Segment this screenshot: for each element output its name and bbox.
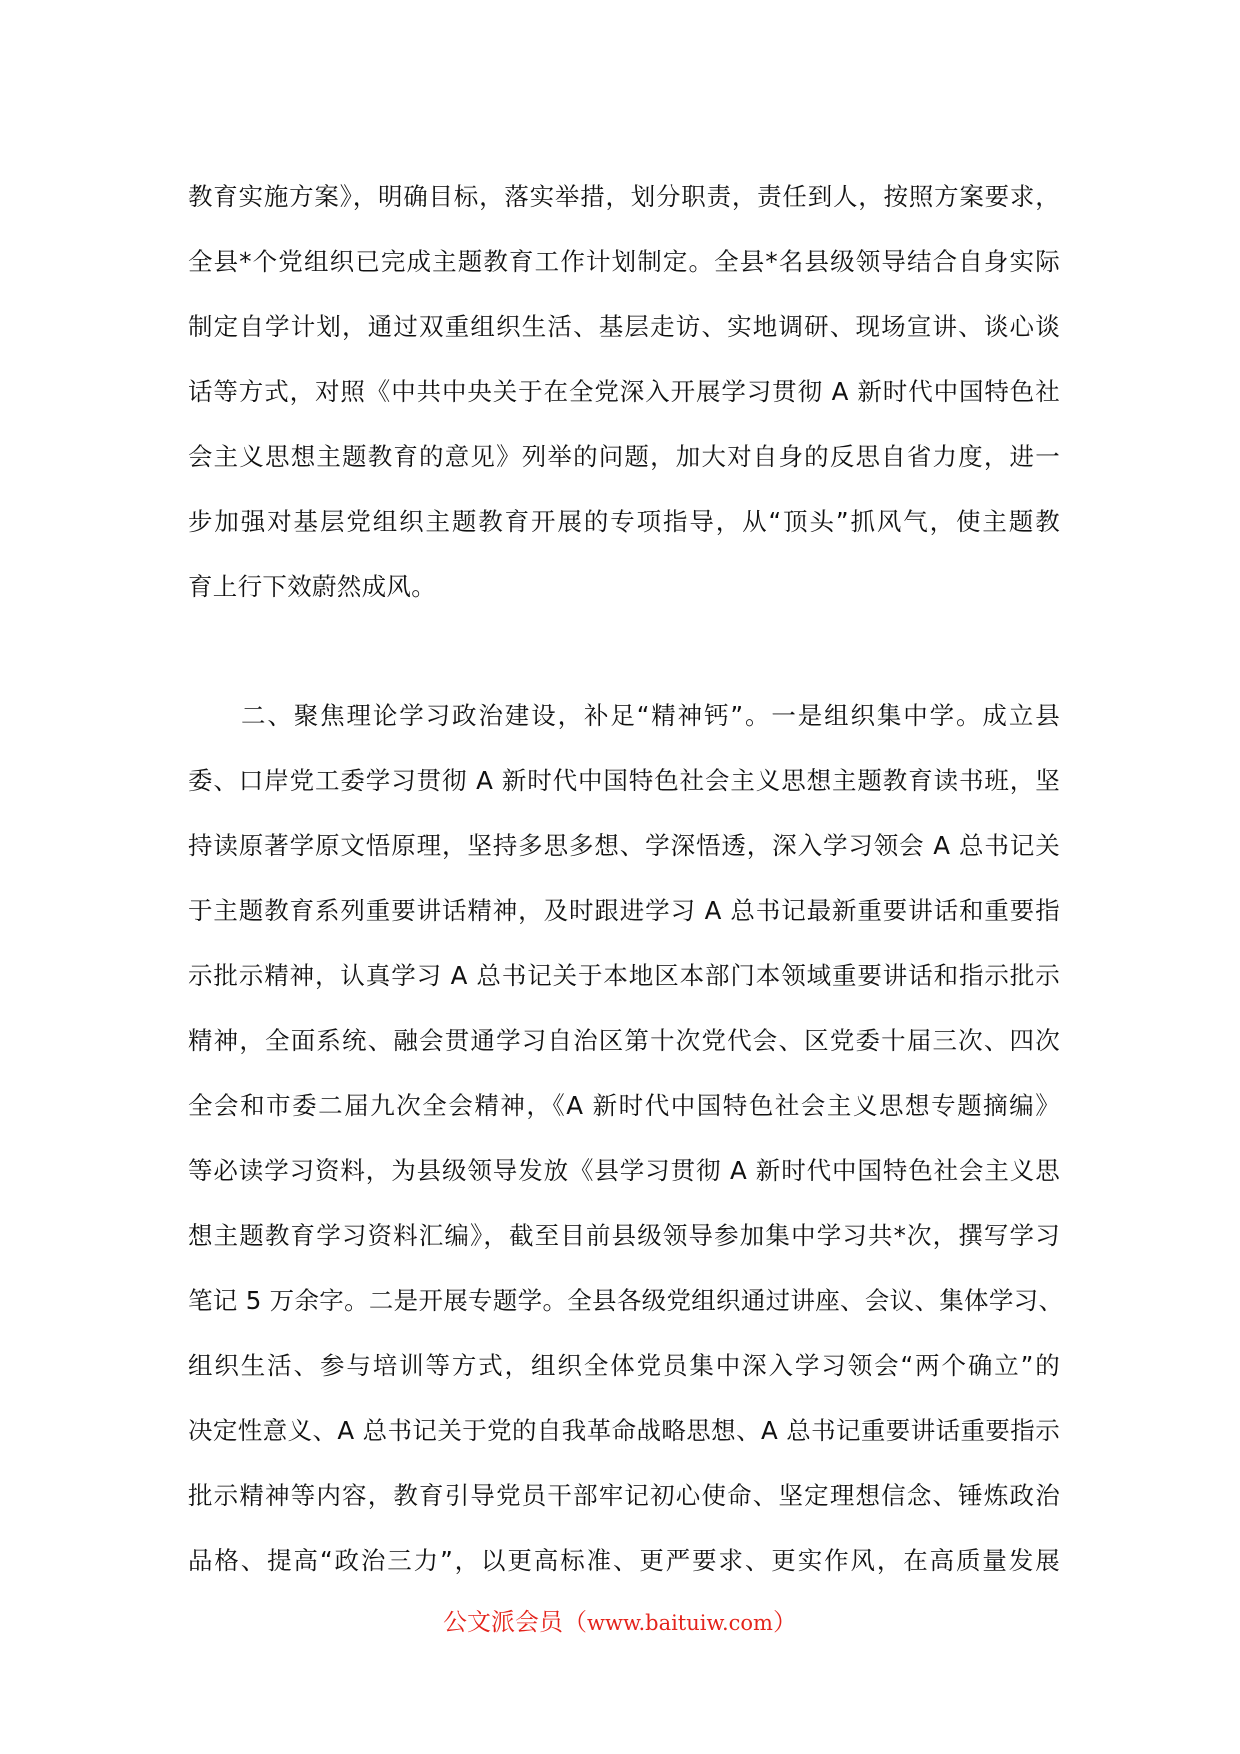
text-line: 会主义思想主题教育的意见》列举的问题，加大对自身的反思自省力度，进一 bbox=[188, 442, 1060, 471]
paragraph-section-two bbox=[188, 683, 1064, 1593]
paragraph-continuation bbox=[188, 164, 1060, 619]
text-line: 全县*个党组织已完成主题教育工作计划制定。全县*名县级领导结合自身实际 bbox=[188, 247, 1060, 276]
footer-close: ） bbox=[772, 1608, 797, 1636]
text-line: 笔记 5 万余字。二是开展专题学。全县各级党组织通过讲座、会议、集体学习、 bbox=[188, 1286, 1064, 1315]
text-line: 全会和市委二届九次全会精神，《A 新时代中国特色社会主义思想专题摘编》 bbox=[188, 1091, 1060, 1120]
text-line: 持读原著学原文悟原理，坚持多思多想、学深悟透，深入学习领会 A 总书记关 bbox=[188, 831, 1060, 860]
footer-url-link[interactable]: www.baituiw.com bbox=[587, 1611, 773, 1635]
text-line: 想主题教育学习资料汇编》，截至目前县级领导参加集中学习共*次，撰写学习 bbox=[188, 1221, 1060, 1250]
text-line: 批示精神等内容，教育引导党员干部牢记初心使命、坚定理想信念、锤炼政治 bbox=[188, 1481, 1060, 1510]
text-line: 等必读学习资料，为县级领导发放《县学习贯彻 A 新时代中国特色社会主义思 bbox=[188, 1156, 1060, 1185]
footer-watermark bbox=[0, 1602, 1240, 1643]
text-line: 组织生活、参与培训等方式，组织全体党员集中深入学习领会“两个确立”的 bbox=[188, 1351, 1060, 1380]
text-line: 决定性意义、A 总书记关于党的自我革命战略思想、A 总书记重要讲话重要指示 bbox=[188, 1416, 1060, 1445]
text-line: 精神，全面系统、融会贯通学习自治区第十次党代会、区党委十届三次、四次 bbox=[188, 1026, 1060, 1055]
text-line: 步加强对基层党组织主题教育开展的专项指导，从“顶头”抓风气，使主题教 bbox=[188, 507, 1060, 536]
text-line: 育上行下效蔚然成风。 bbox=[188, 572, 436, 601]
section-heading-line: 二、聚焦理论学习政治建设，补足“精神钙”。一是组织集中学。成立县 bbox=[241, 701, 1060, 730]
text-line: 话等方式，对照《中共中央关于在全党深入开展学习贯彻 A 新时代中国特色社 bbox=[188, 377, 1060, 406]
footer-label: 公文派会员（ bbox=[443, 1608, 588, 1636]
text-line: 制定自学计划，通过双重组织生活、基层走访、实地调研、现场宣讲、谈心谈 bbox=[188, 312, 1060, 341]
text-line: 委、口岸党工委学习贯彻 A 新时代中国特色社会主义思想主题教育读书班，坚 bbox=[188, 766, 1060, 795]
text-line: 于主题教育系列重要讲话精神，及时跟进学习 A 总书记最新重要讲话和重要指 bbox=[188, 896, 1060, 925]
text-line: 品格、提高“政治三力”，以更高标准、更严要求、更实作风，在高质量发展 bbox=[188, 1546, 1060, 1575]
text-line: 示批示精神，认真学习 A 总书记关于本地区本部门本领域重要讲话和指示批示 bbox=[188, 961, 1060, 990]
text-line: 教育实施方案》，明确目标，落实举措，划分职责，责任到人，按照方案要求， bbox=[188, 182, 1060, 211]
